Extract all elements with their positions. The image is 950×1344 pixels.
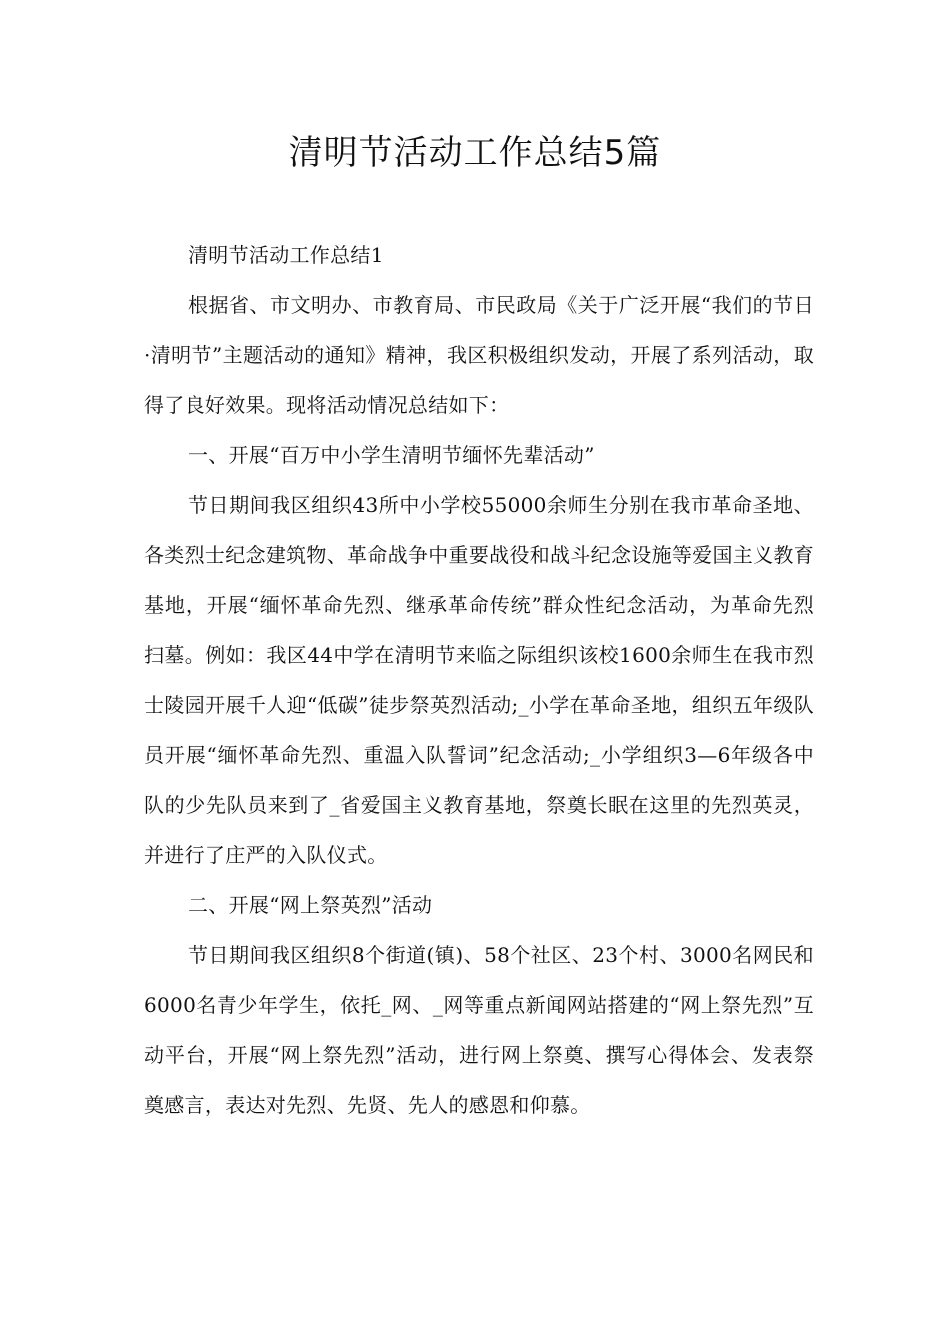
body-paragraph: 根据省、市文明办、市教育局、市民政局《关于广泛开展“我们的节日·清明节”主题活动的通知》精神，我区积极组织发动，开展了系列活动，取得了良好效果。现将活动情况总结如下： — [144, 293, 814, 417]
section-heading: 一、开展“百万中小学生清明节缅怀先辈活动” — [188, 443, 595, 467]
document-title: 清明节活动工作总结5篇 — [288, 133, 662, 173]
body-paragraph: 节日期间我区组织8个街道(镇)、58个社区、23个村、3000名网民和6000名青少年学生，依托_网、_网等重点新闻网站搭建的“网上祭先烈”互动平台，开展“网上祭先烈”活动，进行网上祭奠、撰写心得体会、发表祭奠感言，表达对先烈、先贤、先人的感恩和仰慕。 — [144, 943, 814, 1117]
document-body — [144, 230, 814, 1130]
body-paragraph: 节日期间我区组织43所中小学校55000余师生分别在我市革命圣地、各类烈士纪念建筑物、革命战争中重要战役和战斗纪念设施等爱国主义教育基地，开展“缅怀革命先烈、继承革命传统”群众性纪念活动，为革命先烈扫墓。例如：我区44中学在清明节来临之际组织该校1600余师生在我市烈士陵园开展千人迎“低碳”徒步祭英烈活动;_小学在革命圣地，组织五年级队员开展“缅怀革命先烈、重温入队誓词”纪念活动;_小学组织3—6年级各中队的少先队员来到了_省爱国主义教育基地，祭奠长眠在这里的先烈英灵，并进行了庄严的入队仪式。 — [144, 493, 814, 867]
section-heading: 二、开展“网上祭英烈”活动 — [188, 893, 433, 917]
section-heading: 清明节活动工作总结1 — [188, 243, 384, 267]
